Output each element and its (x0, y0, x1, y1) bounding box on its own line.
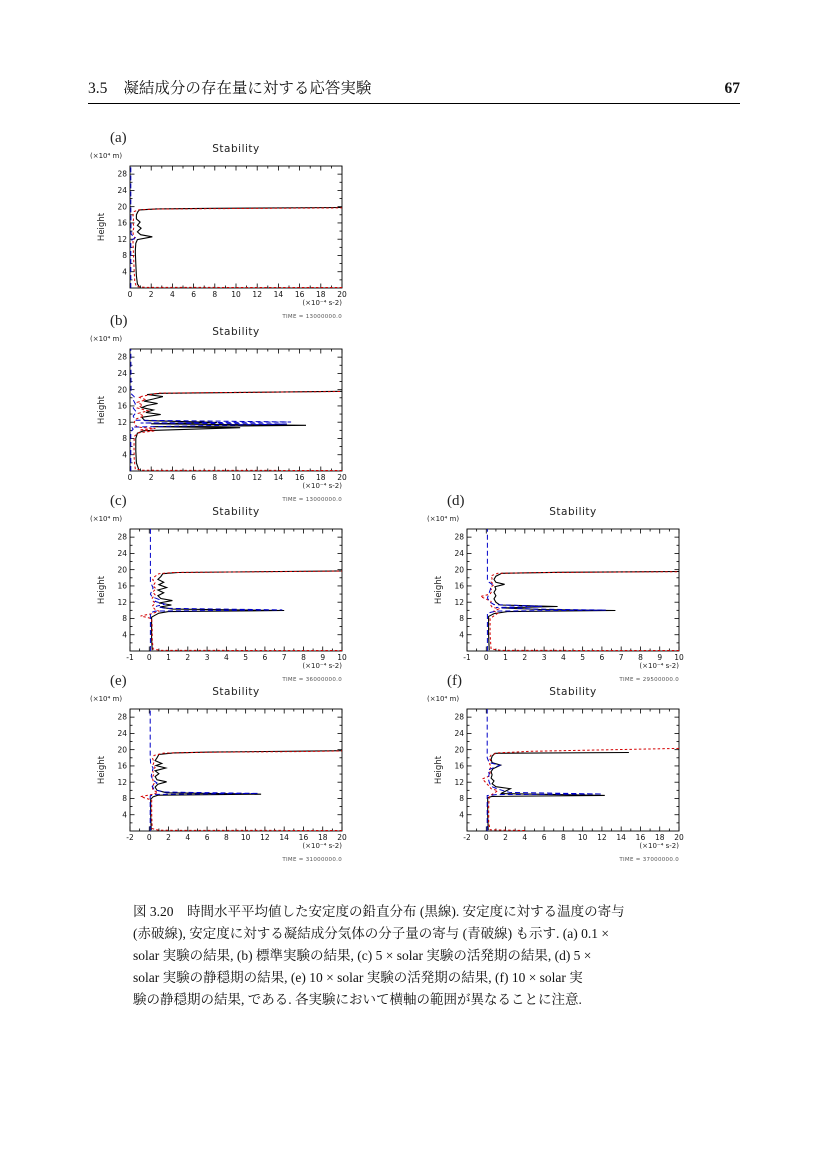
svg-text:8: 8 (638, 653, 643, 662)
x-axis-unit: (×10⁻⁴ s-2) (302, 299, 342, 307)
svg-text:8: 8 (212, 473, 218, 482)
svg-text:20: 20 (117, 202, 127, 212)
series-temperature-contribution (482, 748, 679, 830)
svg-text:2: 2 (148, 290, 154, 299)
subplot-label: (c) (110, 493, 127, 509)
series-stability (135, 208, 342, 288)
series-temperature-contribution (141, 751, 342, 831)
svg-text:3: 3 (204, 653, 210, 662)
series-molecular-weight-contribution (150, 529, 282, 651)
svg-text:8: 8 (459, 614, 464, 624)
svg-text:10: 10 (231, 290, 241, 299)
svg-text:24: 24 (117, 186, 127, 195)
svg-text:9: 9 (320, 653, 326, 662)
svg-text:4: 4 (522, 833, 528, 842)
svg-text:20: 20 (117, 565, 127, 575)
subplot-label: (e) (110, 673, 127, 689)
svg-text:20: 20 (454, 565, 464, 575)
svg-text:20: 20 (337, 833, 347, 842)
y-axis-label: Height (97, 395, 107, 425)
svg-text:20: 20 (337, 473, 347, 482)
svg-text:24: 24 (117, 369, 127, 378)
series-stability (136, 391, 342, 470)
svg-text:16: 16 (117, 218, 127, 228)
svg-text:16: 16 (294, 290, 305, 299)
series-temperature-contribution (133, 208, 342, 288)
series-molecular-weight-contribution (150, 709, 258, 831)
svg-text:4: 4 (459, 810, 464, 820)
svg-text:0: 0 (483, 833, 489, 842)
y-axis-label: Height (434, 575, 444, 605)
section-number: 3.5 (88, 80, 108, 97)
svg-text:0: 0 (483, 653, 489, 662)
svg-text:12: 12 (454, 777, 464, 787)
caption-line: 図 3.20 時間水平平均値した安定度の鉛直分布 (黒線). 安定度に対する温度の寄与 (133, 904, 625, 919)
subplot-d (427, 493, 689, 689)
svg-text:4: 4 (170, 473, 175, 482)
page-number: 67 (724, 80, 740, 97)
svg-text:5: 5 (243, 653, 249, 662)
svg-text:0: 0 (127, 473, 133, 482)
page-header (88, 76, 740, 104)
time-annotation: TIME = 31000000.0 (282, 857, 342, 863)
svg-text:4: 4 (459, 630, 464, 640)
svg-text:20: 20 (337, 290, 347, 299)
svg-text:24: 24 (117, 729, 127, 738)
svg-text:24: 24 (454, 729, 464, 738)
stability-plot-canvas (90, 313, 352, 509)
svg-text:12: 12 (454, 597, 464, 607)
svg-text:10: 10 (337, 653, 347, 662)
y-axis-label: Height (97, 575, 107, 605)
svg-text:10: 10 (674, 653, 684, 662)
svg-text:12: 12 (252, 473, 262, 482)
svg-text:24: 24 (117, 549, 127, 558)
svg-text:28: 28 (117, 352, 127, 362)
time-annotation: TIME = 13000000.0 (282, 497, 342, 503)
svg-text:6: 6 (599, 653, 605, 662)
svg-text:4: 4 (170, 290, 175, 299)
x-axis-unit: (×10⁻⁴ s-2) (639, 662, 679, 670)
svg-text:16: 16 (635, 833, 646, 842)
svg-text:20: 20 (117, 385, 127, 395)
svg-text:18: 18 (316, 473, 326, 482)
y-axis-unit: (×10⁴ m) (427, 695, 460, 703)
svg-text:28: 28 (454, 532, 464, 542)
plot-title: Stability (549, 686, 597, 698)
y-axis-label: Height (434, 755, 444, 785)
svg-text:10: 10 (231, 473, 241, 482)
x-axis-unit: (×10⁻⁴ s-2) (639, 842, 679, 850)
svg-text:6: 6 (191, 290, 196, 299)
svg-text:4: 4 (122, 810, 127, 820)
svg-text:8: 8 (459, 794, 464, 804)
svg-text:9: 9 (657, 653, 663, 662)
svg-text:2: 2 (522, 653, 528, 662)
svg-text:-2: -2 (463, 833, 471, 842)
caption-line: solar 実験の静穏期の結果, (e) 10 × solar 実験の活発期の結果, (f) 10 × solar 実 (133, 970, 583, 985)
svg-text:16: 16 (117, 761, 127, 771)
svg-text:28: 28 (117, 712, 127, 722)
x-axis-unit: (×10⁻⁴ s-2) (302, 482, 342, 490)
stability-plot-canvas (90, 493, 352, 689)
section-title: 凝結成分の存在量に対する応答実験 (123, 80, 372, 97)
svg-text:8: 8 (223, 833, 229, 842)
svg-text:16: 16 (294, 473, 305, 482)
svg-text:16: 16 (117, 401, 127, 411)
svg-text:12: 12 (260, 833, 270, 842)
subplot-label: (f) (447, 673, 462, 689)
svg-text:4: 4 (122, 630, 127, 640)
svg-text:8: 8 (301, 653, 306, 662)
plot-title: Stability (212, 506, 260, 518)
svg-text:0: 0 (127, 290, 133, 299)
svg-text:8: 8 (560, 833, 566, 842)
svg-text:16: 16 (298, 833, 309, 842)
svg-text:14: 14 (279, 833, 289, 842)
svg-text:12: 12 (117, 234, 127, 244)
time-annotation: TIME = 29500000.0 (619, 677, 679, 683)
svg-text:6: 6 (262, 653, 268, 662)
subplot-f (427, 673, 689, 869)
caption-line: (赤破線), 安定度に対する凝結成分気体の分子量の寄与 (青破線) も示す. (a) 0.1 × (133, 926, 609, 941)
svg-text:4: 4 (122, 267, 127, 277)
series-stability (488, 753, 629, 831)
svg-text:28: 28 (454, 712, 464, 722)
series-temperature-contribution (134, 392, 342, 471)
stability-plot-canvas (427, 493, 689, 689)
svg-text:12: 12 (117, 777, 127, 787)
svg-text:1: 1 (166, 653, 171, 662)
svg-text:8: 8 (122, 251, 127, 261)
svg-text:18: 18 (316, 290, 326, 299)
caption-line: 験の静穏期の結果, である. 各実験において横軸の範囲が異なることに注意. (133, 992, 582, 1007)
svg-text:14: 14 (616, 833, 626, 842)
svg-text:12: 12 (117, 417, 127, 427)
svg-text:-1: -1 (126, 653, 134, 662)
x-axis-unit: (×10⁻⁴ s-2) (302, 662, 342, 670)
svg-text:8: 8 (122, 794, 127, 804)
subplot-label: (d) (447, 493, 465, 509)
svg-text:24: 24 (454, 549, 464, 558)
x-axis-unit: (×10⁻⁴ s-2) (302, 842, 342, 850)
y-axis-unit: (×10⁴ m) (90, 515, 123, 523)
svg-text:16: 16 (454, 761, 464, 771)
svg-text:14: 14 (273, 473, 284, 482)
svg-text:14: 14 (273, 290, 284, 299)
y-axis-unit: (×10⁴ m) (427, 515, 460, 523)
svg-text:3: 3 (541, 653, 547, 662)
svg-text:5: 5 (580, 653, 586, 662)
subplot-label: (a) (110, 130, 127, 146)
svg-text:20: 20 (117, 745, 127, 755)
svg-text:8: 8 (122, 434, 127, 444)
y-axis-label: Height (97, 755, 107, 785)
time-annotation: TIME = 36000000.0 (282, 677, 342, 683)
svg-text:28: 28 (117, 532, 127, 542)
series-molecular-weight-contribution (487, 709, 602, 831)
stability-plot-canvas (427, 673, 689, 869)
stability-plot-canvas (90, 673, 352, 869)
svg-text:6: 6 (191, 473, 196, 482)
subplot-b (90, 313, 352, 509)
svg-text:18: 18 (654, 833, 665, 842)
svg-text:16: 16 (117, 581, 127, 591)
svg-text:4: 4 (122, 450, 127, 460)
stability-plot-canvas (90, 130, 352, 326)
svg-text:2: 2 (148, 473, 154, 482)
svg-text:16: 16 (454, 581, 464, 591)
svg-text:-2: -2 (126, 833, 134, 842)
svg-text:4: 4 (185, 833, 191, 842)
svg-text:2: 2 (166, 833, 171, 842)
svg-text:4: 4 (560, 653, 566, 662)
svg-text:6: 6 (541, 833, 547, 842)
y-axis-unit: (×10⁴ m) (90, 695, 123, 703)
svg-text:0: 0 (146, 653, 152, 662)
plot-title: Stability (549, 506, 597, 518)
svg-text:7: 7 (618, 653, 624, 662)
plot-title: Stability (212, 686, 260, 698)
svg-text:2: 2 (185, 653, 191, 662)
y-axis-label: Height (97, 212, 107, 242)
svg-text:12: 12 (117, 597, 127, 607)
svg-text:28: 28 (117, 169, 127, 179)
caption-line: solar 実験の結果, (b) 標準実験の結果, (c) 5 × solar 実験の活発期の結果, (d) 5 × (133, 948, 592, 963)
series-stability (151, 751, 342, 831)
svg-text:20: 20 (454, 745, 464, 755)
y-axis-unit: (×10⁴ m) (90, 152, 123, 160)
svg-text:20: 20 (674, 833, 684, 842)
svg-text:8: 8 (212, 290, 218, 299)
subplot-e (90, 673, 352, 869)
plot-title: Stability (212, 326, 260, 338)
time-annotation: TIME = 13000000.0 (282, 314, 342, 320)
subplot-label: (b) (110, 313, 128, 329)
svg-text:-1: -1 (463, 653, 471, 662)
svg-text:0: 0 (146, 833, 152, 842)
svg-text:4: 4 (223, 653, 229, 662)
svg-text:7: 7 (281, 653, 287, 662)
plot-title: Stability (212, 143, 260, 155)
series-molecular-weight-contribution (131, 166, 136, 288)
time-annotation: TIME = 37000000.0 (619, 857, 679, 863)
svg-text:6: 6 (204, 833, 210, 842)
svg-text:2: 2 (503, 833, 508, 842)
subplot-c (90, 493, 352, 689)
y-axis-unit: (×10⁴ m) (90, 335, 123, 343)
svg-text:18: 18 (317, 833, 328, 842)
svg-text:10: 10 (577, 833, 588, 842)
subplot-a (90, 130, 352, 326)
figure-caption (133, 901, 705, 1011)
svg-text:1: 1 (503, 653, 508, 662)
svg-text:8: 8 (122, 614, 127, 624)
svg-text:12: 12 (252, 290, 262, 299)
svg-text:12: 12 (597, 833, 607, 842)
svg-text:10: 10 (240, 833, 251, 842)
series-molecular-weight-contribution (487, 529, 605, 651)
